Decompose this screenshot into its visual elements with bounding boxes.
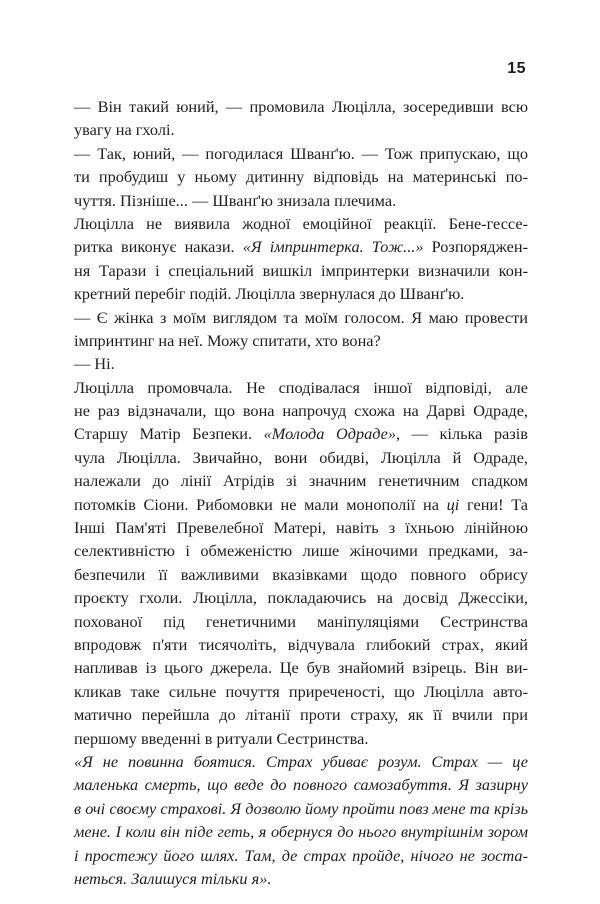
text-segment: матично перейшла до літанії проти страху, як її вчили при: [74, 705, 528, 725]
text-line: [74, 212, 528, 235]
italic-text-segment: мене. І коли він піде геть, я обернуся до нього внутрішнім зором: [74, 822, 528, 842]
text-segment: напливав із цього джерела. Це був знайомий взірець. Він ви-: [74, 658, 528, 678]
text-line: [74, 586, 528, 609]
text-segment: впродовж п'яти тисячоліть, відчувала глибокий страх, який: [74, 634, 528, 654]
italic-text-segment: «Молода Одраде»: [263, 424, 397, 444]
text-segment: належали до лінії Атрідів зі значним генетичним спадком: [74, 471, 528, 491]
text-line: [74, 656, 528, 679]
text-segment: Інші Пам'яті Превелебної Матері, навіть з їхньою лінійною: [74, 518, 528, 538]
text-line: [74, 727, 528, 750]
text-line: [74, 422, 528, 445]
text-line: [74, 563, 528, 586]
text-segment: проєкту гхоли. Люцілла, покладаючись на досвід Джессіки,: [74, 588, 528, 608]
text-segment: імпринтинг на неї. Можу спитати, хто вона?: [74, 330, 381, 350]
text-segment: — Він такий юний, — промовила Люцілла, зосередивши всю: [74, 97, 528, 116]
text-line: [74, 820, 528, 843]
text-line: [74, 235, 528, 258]
text-line: [74, 867, 528, 890]
italic-text-segment: ці: [446, 494, 460, 514]
text-line: [74, 165, 528, 188]
text-line: [74, 399, 528, 422]
text-segment: , — кілька разів: [396, 424, 528, 444]
text-segment: селективністю і обмеженістю лише жіночими предками, за-: [74, 541, 528, 561]
body-text: [74, 95, 528, 890]
text-line: [74, 469, 528, 492]
text-line: [74, 539, 528, 562]
text-segment: похованої під генетичними маніпуляціями Сестринства: [74, 611, 528, 631]
text-line: [74, 844, 528, 867]
text-segment: чула Люцілла. Звичайно, вони обидві, Люцілла й Одраде,: [74, 447, 528, 467]
text-line: [74, 259, 528, 282]
text-segment: потомків Сіони. Рибомовки не мали монополії на: [74, 494, 447, 514]
text-line: [74, 329, 528, 352]
italic-text-segment: і простежу його шлях. Там, де страх пройде, нічого не зоста-: [74, 845, 528, 865]
italic-text-segment: неться. Залишуся тільки я».: [74, 868, 272, 888]
text-line: [74, 306, 528, 329]
text-segment: — Ні.: [74, 354, 115, 374]
text-segment: — Так, юний, — погодилася Шванґ'ю. — Тож припускаю, що: [74, 143, 528, 163]
text-segment: ритка виконує накази.: [74, 237, 243, 257]
text-line: [74, 680, 528, 703]
text-segment: Старшу Матір Безпеки.: [74, 424, 264, 444]
text-line: [74, 516, 528, 539]
text-line: [74, 633, 528, 656]
text-line: [74, 797, 528, 820]
italic-text-segment: «Я імпринтерка. Тож...»: [242, 237, 424, 257]
text-segment: увагу на гхолі.: [74, 120, 175, 140]
text-line: [74, 750, 528, 773]
text-line: [74, 773, 528, 796]
text-segment: Розпоряджен-: [423, 237, 528, 257]
text-segment: Люцілла промовчала. Не сподівалася іншої відповіді, але: [74, 377, 528, 397]
text-segment: — Є жінка з моїм виглядом та моїм голосом. Я маю провести: [74, 307, 528, 327]
italic-text-segment: «Я не повинна боятися. Страх убиває розум. Страх — це: [74, 751, 528, 771]
text-segment: чуття. Пізніше... — Шванґ'ю знизала плечима.: [74, 190, 397, 210]
text-segment: безпечили її важливими вказівками щодо повного обрису: [74, 564, 528, 584]
italic-text-segment: в очі своєму страхові. Я дозволю йому пройти повз мене та крізь: [74, 798, 528, 818]
text-line: [74, 493, 528, 516]
text-line: [74, 118, 528, 141]
text-segment: ня Тарази і спеціальний вишкіл імпринтерки визначили кон-: [74, 260, 528, 280]
text-segment: гени! Та: [459, 494, 529, 514]
text-segment: ти пробудиш у ньому дитинну відповідь на материнські по-: [74, 167, 528, 187]
text-segment: першому введенні в ритуали Сестринства.: [74, 728, 369, 748]
page-number: 15: [507, 60, 526, 77]
text-line: [74, 142, 528, 165]
text-segment: кретний перебіг подій. Люцілла звернулася до Шванґ'ю.: [74, 284, 465, 304]
text-line: [74, 610, 528, 633]
text-segment: Люцілла не виявила жодної емоційної реакції. Бене-гессе-: [74, 213, 528, 233]
text-line: [74, 352, 528, 375]
text-line: [74, 282, 528, 305]
text-line: [74, 376, 528, 399]
text-line: [74, 189, 528, 212]
text-segment: не раз відзначали, що вона напрочуд схожа на Дарві Одраде,: [74, 401, 528, 421]
text-line: [74, 703, 528, 726]
italic-text-segment: маленька смерть, що веде до повного самозабуття. Я зазирну: [74, 775, 528, 795]
text-line: [74, 95, 528, 118]
text-segment: кликав таке сильне почуття приреченості, що Люцілла авто-: [74, 681, 528, 701]
text-line: [74, 446, 528, 469]
